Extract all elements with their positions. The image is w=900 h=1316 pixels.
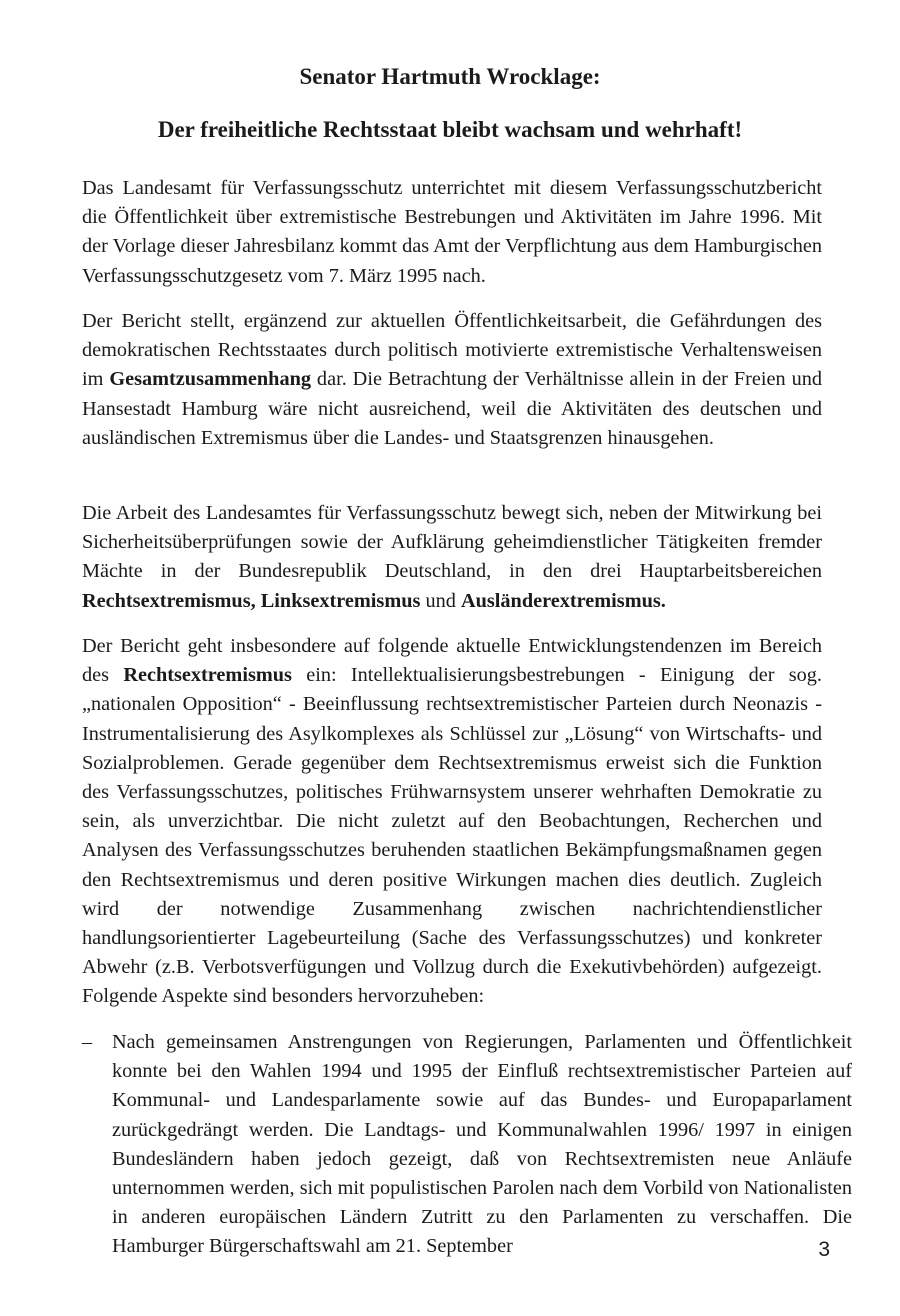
paragraph-4 — [82, 632, 822, 1012]
paragraph-3 — [82, 499, 822, 616]
paragraph-1 — [82, 174, 822, 291]
paragraph-4-part-a: Der Bericht geht insbesondere auf folgende aktuelle Entwicklungstendenzen im Bereich des — [82, 635, 822, 687]
paragraph-4-text — [82, 632, 822, 1012]
paragraph-1-text: Das Landesamt für Verfassungsschutz unterrichtet mit diesem Verfassungsschutzbericht die Öffentlichkeit über extremistische Bestrebungen und Aktivitäten im Jahre 1996. Mit der Vorlage dieser Jahresbilanz kommt das Amt der Verpflichtung aus dem Hamburgischen Verfassungsschutzgesetz vom 7. März 1995 nach. — [82, 177, 822, 287]
paragraph-4-part-c: ein: Intellektualisierungsbestrebungen - Einigung der sog. „nationalen Opposition“ - Beeinflussung rechtsextremistischer Parteien durch Neonazis - Instrumentalisierung des Asylkomplexes als Schlüssel zur „Lösung“ von Wirtschafts- und Sozialproblemen. Gerade gegenüber dem Rechtsextremismus erweist sich die Funktion des Verfassungsschutzes, politisches Frühwarnsystem unserer wehrhaften Demokratie zu sein, als unverzichtbar. Die nicht zuletzt auf den Beobachtungen, Recherchen und Analysen des Verfassungsschutzes beruhenden staatlichen Bekämpfungsmaßnamen gegen den Rechtsextremismus und deren positive Wirkungen machen dies deutlich. Zugleich wird der notwendige Zusammenhang zwischen nachrichtendienstlicher handlungsorientierter Lagebeurteilung (Sache des Verfassungsschutzes) und konkreter Abwehr (z.B. Verbotsverfügungen und Vollzug durch die Exekutivbehörden) aufgezeigt. Folgende Aspekte sind besonders hervorzuheben: — [82, 664, 823, 1008]
emphasis-rechtsextremismus: Rechtsextremismus, — [82, 589, 256, 612]
page-number: 3 — [818, 1238, 830, 1261]
bullet-dash: – — [82, 1031, 93, 1053]
paragraph-3-text — [82, 499, 822, 616]
emphasis-auslaenderextremismus: Ausländerextremismus. — [460, 589, 666, 612]
bullet-item-1-text: Nach gemeinsamen Anstrengungen von Regierungen, Parlamenten und Öffentlichkeit konnte bei den Wahlen 1994 und 1995 der Einfluß rechtsextremistischer Parteien auf Kommunal- und Landesparlamente sowie auf das Bundes- und Europaparlament zurückgedrängt werden. Die Landtags- und Kommunalwahlen 1996/ 1997 in einigen Bundesländern haben jedoch gezeigt, daß von Rechtsextremisten neue Anläufe unternommen werden, sich mit populistischen Parolen nach dem Vorbild von Nationalisten in anderen europäischen Ländern Zutritt zu den Parlamenten zu verschaffen. Die Hamburger Bürgerschaftswahl am 21. September — [112, 1031, 852, 1258]
bullet-item-1 — [82, 1028, 852, 1262]
emphasis-linksextremismus: Linksextremismus — [260, 589, 421, 612]
emphasis-gesamtzusammenhang: Gesamtzusammenhang — [109, 368, 312, 391]
emphasis-rechtsextremismus-2: Rechtsextremismus — [123, 664, 292, 687]
paragraph-2 — [82, 307, 822, 453]
paragraph-2-part-a: Der Bericht stellt, ergänzend zur aktuellen Öffentlichkeitsarbeit, die Gefährdungen des demokratischen Rechtsstaates durch politisch motivierte extremistische Verhaltensweisen im — [82, 310, 822, 391]
paragraph-2-text — [82, 307, 822, 453]
document-subtitle: Der freiheitliche Rechtsstaat bleibt wachsam und wehrhaft! — [157, 117, 743, 142]
paragraph-3-part-a: Die Arbeit des Landesamtes für Verfassungsschutz bewegt sich, neben der Mitwirkung bei Sicherheitsüberprüfungen sowie der Aufklärung geheimdienstlicher Tätigkeiten fremder Mächte in der Bundesrepublik Deutschland, in den drei Hauptarbeitsbereichen — [82, 502, 822, 583]
document-title: Senator Hartmuth Wrocklage: — [299, 64, 601, 89]
paragraph-3-part-e: und — [420, 589, 461, 612]
paragraph-2-part-c: dar. Die Betrachtung der Verhältnisse allein in der Freien und Hansestadt Hamburg wäre nicht ausreichend, weil die Aktivitäten des deutschen und ausländischen Extremismus über die Landes- und Staatsgrenzen hinausgehen. — [82, 368, 822, 449]
